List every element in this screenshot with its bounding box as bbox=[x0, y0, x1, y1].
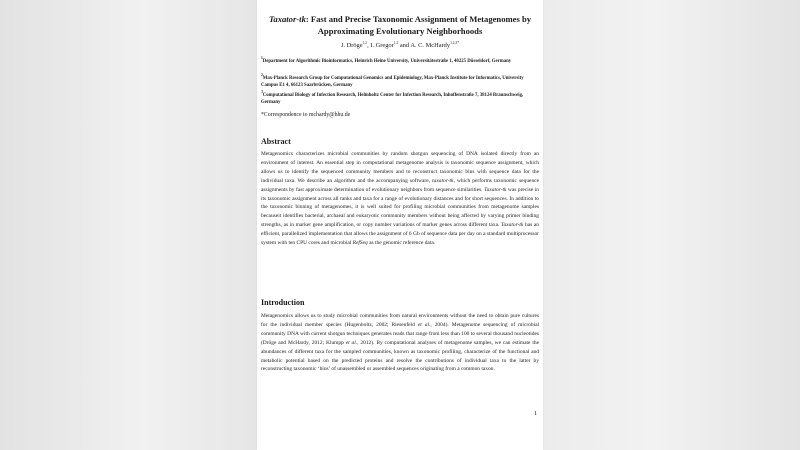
affiliation-text: Max-Planck Research Group for Computational Genomics and Epidemiology, Max-Planck Institute for Informatics, University Campus E1 4, 66123 Saarbrücken, Germany bbox=[261, 76, 524, 88]
affiliation-number: 2 bbox=[261, 73, 263, 77]
author-separator: , bbox=[367, 42, 371, 49]
text-run: ., 2012). By computational analyses of metagenome samples, we can estimate the abundances of different taxa for the sampled communities, known as taxonomic profiling, characterize of the functional and metabolic potential based on the predicted proteins and resolve the contributions of individual taxa to the latter by reconstructing taxonomic ‘bins’ of unassembled or assembled sequences originating from a common taxon. bbox=[261, 339, 539, 373]
text-run: has an efficient, parallelized implementation that allows the assignment of 6 Gb of sequence data per day on a standard multiprocessor system with ten CPU cores and microbial bbox=[261, 222, 539, 247]
abstract-text bbox=[261, 150, 539, 248]
text-run: Taxator-tk bbox=[484, 186, 507, 193]
text-run: RefSeq bbox=[352, 240, 368, 247]
introduction-heading: Introduction bbox=[261, 298, 305, 307]
author-name: I. Gregor bbox=[370, 42, 394, 49]
author-affiliation-marker: 1,2,3* bbox=[450, 41, 460, 45]
text-run: et al bbox=[417, 321, 429, 328]
author-affiliation-marker: 1,2 bbox=[362, 41, 368, 45]
text-run: , which performs taxonomic sequence assignments by fast approximate determination of evolutionary neighbors from sequence similarities. bbox=[261, 177, 539, 193]
affiliation-text: Department for Algorithmic Bioinformatics, Heinrich Heine University, Universitätsstraße 1, 40225 Düsseldorf, Germany bbox=[262, 59, 512, 64]
text-run: Metagenomics allows us to study microbial communities from natural environments without the need to obtain pure cultures for the individual member species (Hugenholtz, 2002; Riesenfeld bbox=[261, 313, 539, 328]
text-run: Metagenomics characterizes microbial communities by random shotgun sequencing of DNA isolated directly from an environment of interest. An essential step in computational metagenome analysis is taxonomic sequence assignment, which allows us to identify the sequenced community members and to reconstruct taxonomic bins with sequence data for the individual taxa. We describe an algorithm and the accompanying software, bbox=[261, 151, 539, 184]
introduction-text bbox=[261, 312, 539, 374]
affiliation-text: Computational Biology of Infection Research, Helmholtz Center for Infection Research, Inhoffenstraße 7, 38124 Braunschweig, Germany bbox=[261, 93, 524, 105]
text-run: Taxator-tk bbox=[500, 222, 524, 229]
document-page bbox=[257, 0, 543, 450]
text-run: taxator-tk bbox=[432, 177, 454, 184]
abstract-heading: Abstract bbox=[261, 137, 291, 146]
author-affiliation-marker: 1,2 bbox=[393, 41, 399, 45]
affiliation bbox=[261, 58, 539, 66]
title-line2: Approximating Evolutionary Neighborhoods bbox=[317, 26, 483, 36]
affiliation-number: 1 bbox=[261, 56, 263, 60]
text-run: was precise in its taxonomic assignment across all ranks and taxa for a range of evolutionary distances and for short sequences. In addition to the taxonomic binning of metagenomes, it is well suited for profiling microbial communities from metagenome samples becauseit identifies bacterial, archaeal and eukaryotic community members without being affected by varying primer binding strengths, as in marker gene amplification, or copy number variations of marker genes across different taxa. bbox=[261, 186, 539, 229]
text-run: as the genomic reference data. bbox=[367, 240, 436, 247]
affiliation-number: 3 bbox=[261, 90, 263, 94]
affiliation bbox=[261, 92, 539, 106]
text-run: ., 2004). Metagenome sequencing of microbial community DNA with current shotgun techniques generates reads that range from less than 100 to several thousand nucleotides (Dröge and McHardy, 2012; Klumpp bbox=[261, 321, 540, 346]
author-name: A. C. McHardy bbox=[410, 42, 451, 49]
text-run: et al bbox=[345, 339, 356, 346]
author-name: J. Dröge bbox=[340, 42, 363, 49]
author-list bbox=[257, 41, 543, 50]
author-separator: and bbox=[398, 42, 411, 49]
correspondence: *Correspondence to mchardy@hhu.de bbox=[261, 112, 351, 118]
paper-title bbox=[257, 13, 543, 37]
page-number: 1 bbox=[534, 410, 538, 417]
title-line1: : Fast and Precise Taxonomic Assignment of Metagenomes by bbox=[305, 14, 532, 24]
affiliation bbox=[261, 75, 539, 89]
title-tool-name: Taxator-tk bbox=[268, 14, 306, 24]
